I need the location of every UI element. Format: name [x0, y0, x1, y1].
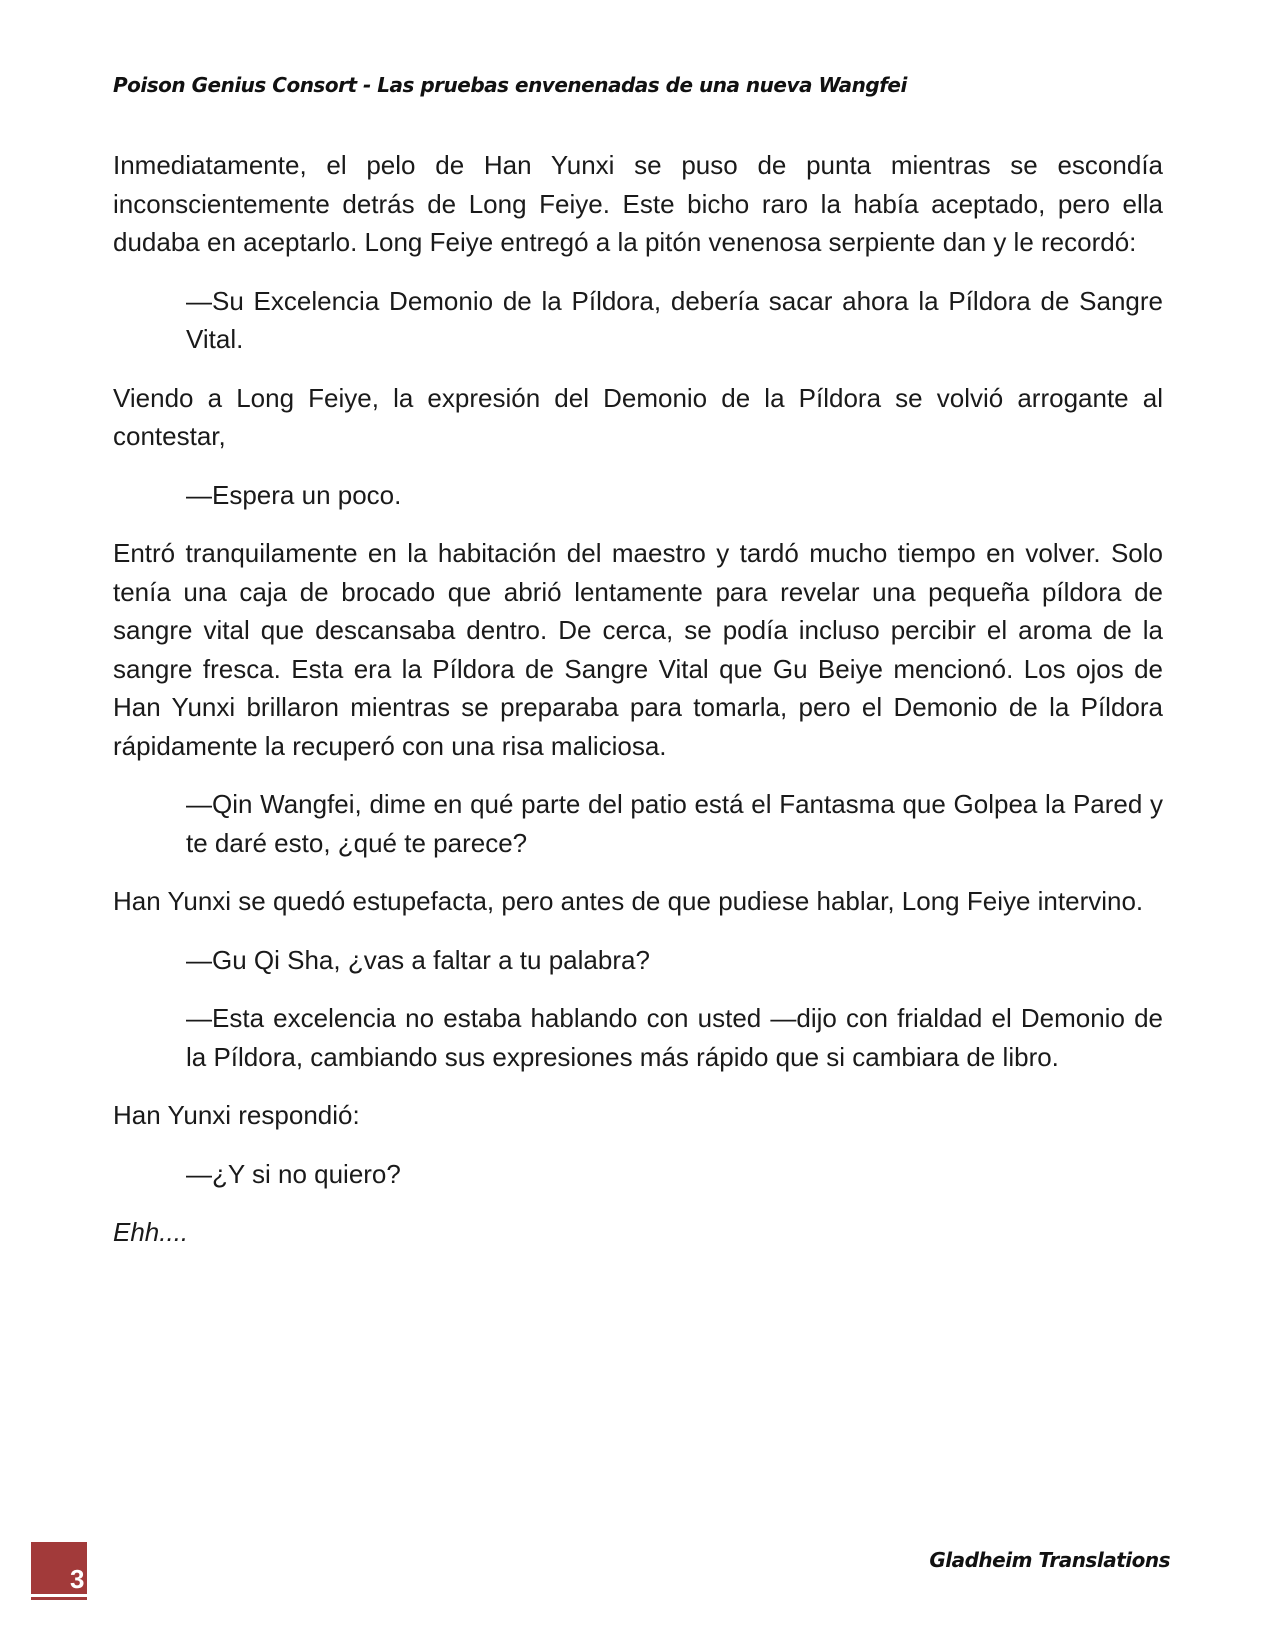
page-number-underline	[31, 1597, 87, 1600]
narration-paragraph: Han Yunxi respondió:	[113, 1100, 360, 1130]
narration-paragraph: Entró tranquilamente en la habitación del maestro y tardó mucho tiempo en volver. Solo tenía una caja de brocado que abrió lentamente para revelar una pequeña píldora de sangre vital que descansaba dentro. De cerca, se podía incluso percibir el aroma de la sangre fresca. Esta era la Píldora de Sangre Vital que Gu Beiye mencionó. Los ojos de Han Yunxi brillaron mientras se preparaba para tomarla, pero el Demonio de la Píldora rápidamente la recuperó con una risa maliciosa.	[113, 538, 1163, 761]
dialogue-line: —Qin Wangfei, dime en qué parte del patio está el Fantasma que Golpea la Pared y te daré esto, ¿qué te parece?	[186, 789, 1163, 858]
dialogue-line: —Esta excelencia no estaba hablando con usted —dijo con frialdad el Demonio de la Píldora, cambiando sus expresiones más rápido que si cambiara de libro.	[186, 1003, 1163, 1072]
narration-paragraph: Viendo a Long Feiye, la expresión del Demonio de la Píldora se volvió arrogante al contestar,	[113, 382, 1163, 451]
narration-paragraph: Inmediatamente, el pelo de Han Yunxi se puso de punta mientras se escondía inconscientemente detrás de Long Feiye. Este bicho raro la había aceptado, pero ella dudaba en aceptarlo. Long Feiye entregó a la pitón venenosa serpiente dan y le recordó:	[113, 150, 1163, 257]
dialogue-line: —Espera un poco.	[186, 479, 402, 510]
page-number: 3	[70, 1564, 85, 1594]
running-header: Poison Genius Consort - Las pruebas envenenadas de una nueva Wangfei	[113, 73, 907, 97]
dialogue-line: —¿Y si no quiero?	[186, 1158, 401, 1189]
narration-paragraph: Han Yunxi se quedó estupefacta, pero antes de que pudiese hablar, Long Feiye intervino.	[113, 886, 1144, 916]
dialogue-line: —Gu Qi Sha, ¿vas a faltar a tu palabra?	[186, 944, 650, 975]
dialogue-line: —Su Excelencia Demonio de la Píldora, debería sacar ahora la Píldora de Sangre Vital.	[186, 285, 1163, 354]
interjection-line: Ehh....	[113, 1217, 189, 1247]
page-body	[113, 146, 1163, 1272]
footer-credit: Gladheim Translations	[929, 1548, 1170, 1572]
